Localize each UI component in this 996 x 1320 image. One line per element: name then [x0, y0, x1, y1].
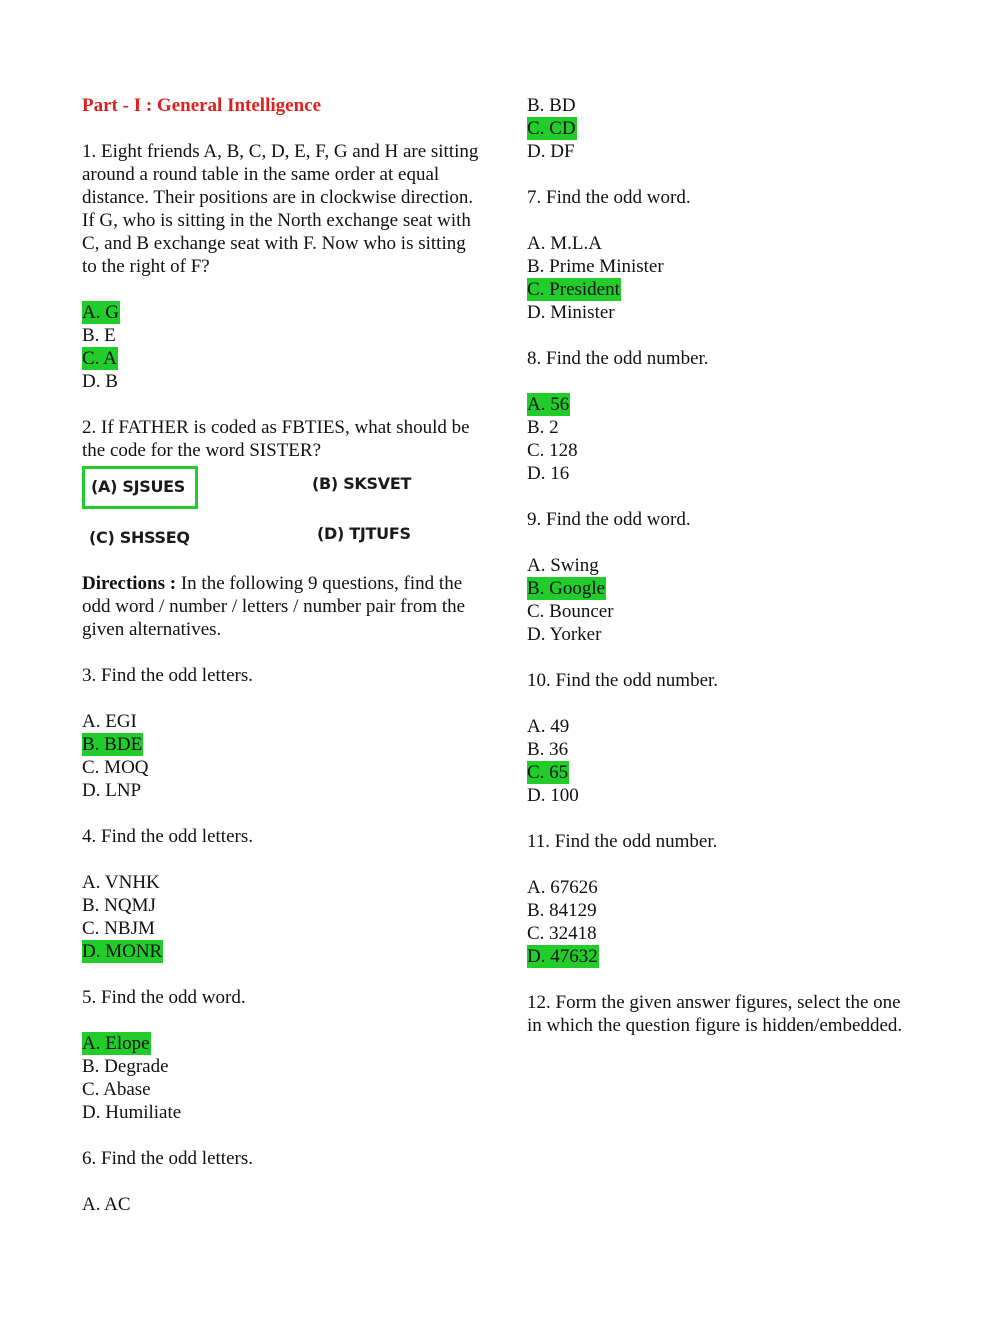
q8-options	[527, 393, 907, 485]
q7-text: 7. Find the odd word.	[527, 187, 691, 208]
q2-text: 2. If FATHER is coded as FBTIES, what should be the code for the word SISTER?	[82, 417, 470, 461]
left-column	[82, 94, 482, 1216]
q8-option-a: A. 56	[527, 394, 570, 415]
q6-option-b: B. BD	[527, 95, 576, 116]
q2-option-c: (C) SHSSEQ	[89, 528, 190, 547]
q7-option-a: A. M.L.A	[527, 233, 602, 254]
q4-text: 4. Find the odd letters.	[82, 826, 253, 847]
q2-options	[82, 462, 482, 572]
part-title: Part - I : General Intelligence	[82, 95, 322, 116]
right-column	[527, 94, 907, 1037]
q11-option-c: C. 32418	[527, 923, 597, 944]
q1-option-a: A. G	[82, 302, 119, 323]
q6-option-a: A. AC	[82, 1194, 131, 1215]
q7-option-d: D. Minister	[527, 302, 615, 323]
q10-options	[527, 715, 907, 807]
q7-option-c: C. President	[527, 279, 620, 300]
q5-option-c: C. Abase	[82, 1079, 151, 1100]
q11-option-b: B. 84129	[527, 900, 597, 921]
q3-option-a: A. EGI	[82, 711, 137, 732]
q8-text: 8. Find the odd number.	[527, 348, 709, 369]
q1-option-d: D. B	[82, 371, 118, 392]
q9-option-a: A. Swing	[527, 555, 599, 576]
q8-option-c: C. 128	[527, 440, 578, 461]
q1-text: 1. Eight friends A, B, C, D, E, F, G and H are sitting around a round table in the same order at equal distance. Their positions are in clockwise direction. If G, who is sitting in the North exchange seat with C, and B exchange seat with F. Now who is sitting to the right of F?	[82, 141, 479, 277]
q11-options	[527, 876, 907, 968]
q6-text: 6. Find the odd letters.	[82, 1148, 253, 1169]
directions	[82, 572, 482, 641]
q9-options	[527, 554, 907, 646]
q11-option-d: D. 47632	[527, 946, 598, 967]
q11-text: 11. Find the odd number.	[527, 831, 718, 852]
q4-option-b: B. NQMJ	[82, 895, 156, 916]
q9-option-c: C. Bouncer	[527, 601, 614, 622]
q10-option-c: C. 65	[527, 762, 569, 783]
q6-options-continued	[527, 94, 907, 163]
directions-label: Directions :	[82, 573, 177, 594]
q4-option-c: C. NBJM	[82, 918, 155, 939]
q5-option-b: B. Degrade	[82, 1056, 169, 1077]
q2-option-a: (A) SJSUES	[82, 466, 198, 509]
q9-option-d: D. Yorker	[527, 624, 602, 645]
q10-option-d: D. 100	[527, 785, 579, 806]
q8-option-b: B. 2	[527, 417, 559, 438]
q3-options	[82, 710, 482, 802]
q3-text: 3. Find the odd letters.	[82, 665, 253, 686]
q6-option-c: C. CD	[527, 118, 576, 139]
q10-text: 10. Find the odd number.	[527, 670, 719, 691]
q10-option-b: B. 36	[527, 739, 569, 760]
q5-option-a: A. Elope	[82, 1033, 150, 1054]
q11-option-a: A. 67626	[527, 877, 598, 898]
q4-option-d: D. MONR	[82, 941, 163, 962]
q5-option-d: D. Humiliate	[82, 1102, 182, 1123]
q12-text: 12. Form the given answer figures, select the one in which the question figure is hidden/embedded.	[527, 992, 903, 1036]
q10-option-a: A. 49	[527, 716, 570, 737]
q7-option-b: B. Prime Minister	[527, 256, 664, 277]
q1-option-c: C. A	[82, 348, 117, 369]
q2-option-b: (B) SKSVET	[312, 474, 412, 493]
q1-option-b: B. E	[82, 325, 116, 346]
q3-option-d: D. LNP	[82, 780, 142, 801]
directions-text: In the following 9 questions, find the odd word / number / letters / number pair from the given alternatives.	[82, 573, 466, 640]
q7-options	[527, 232, 907, 324]
q5-text: 5. Find the odd word.	[82, 987, 246, 1008]
q9-text: 9. Find the odd word.	[527, 509, 691, 530]
q3-option-c: C. MOQ	[82, 757, 149, 778]
q4-option-a: A. VNHK	[82, 872, 160, 893]
q6-option-d: D. DF	[527, 141, 575, 162]
q2-option-d: (D) TJTUFS	[317, 524, 411, 543]
q4-options	[82, 871, 482, 963]
q8-option-d: D. 16	[527, 463, 570, 484]
q9-option-b: B. Google	[527, 578, 606, 599]
q5-options	[82, 1032, 482, 1124]
q1-options	[82, 301, 482, 393]
q3-option-b: B. BDE	[82, 734, 143, 755]
